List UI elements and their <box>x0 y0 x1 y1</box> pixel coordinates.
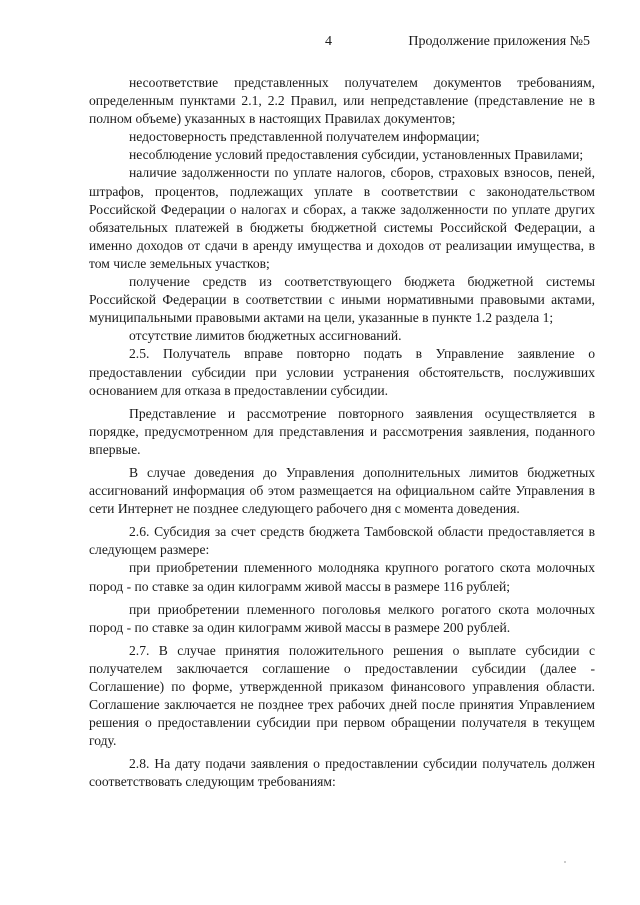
paragraph-nonconformity: несоответствие представленных получателем документов требованиям, определенным пунктами 2.1, 2.2 Правил, или непредставление (представление не в полном объеме) указанных в настоящих Правилах документов; <box>89 75 595 127</box>
paragraph-repeat-application: Представление и рассмотрение повторного заявления осуществляется в порядке, предусмотренном для представления и рассмотрения заявления, поданного впервые. <box>89 405 595 457</box>
paragraph-small-cattle-rate: при приобретении племенного поголовья мелкого рогатого скота молочных пород - по ставке за один килограмм живой массы в размере 200 рублей. <box>89 601 595 635</box>
paragraph-tax-debt: наличие задолженности по уплате налогов, сборов, страховых взносов, пеней, штрафов, процентов, подлежащих уплате в соответствии с законодательством Российской Федерации о налогах и сборах, а также задолженности по уплате других обязательных платежей в бюджеты бюджетной системы Российской Федерации, а именно доходов от сдачи в аренду имущества и доходов от реализации имущества, в том числе земельных участков; <box>89 165 595 271</box>
document-body <box>89 74 595 792</box>
paragraph-2-5: 2.5. Получатель вправе повторно подать в Управление заявление о предоставлении субсидии при условии устранения обстоятельств, послуживших основанием для отказа в предоставлении субсидии. <box>89 346 595 398</box>
page-number: 4 <box>325 34 332 49</box>
paragraph-unreliable-info: недостоверность представленной получателем информации; <box>129 129 480 145</box>
scan-artifact <box>564 861 566 863</box>
paragraph-2-8: 2.8. На дату подачи заявления о предоставлении субсидии получатель должен соответствовать следующим требованиям: <box>89 756 595 790</box>
paragraph-cattle-rate: при приобретении племенного молодняка крупного рогатого скота молочных пород - по ставке за один килограмм живой массы в размере 116 рублей; <box>89 560 595 594</box>
paragraph-additional-limits: В случае доведения до Управления дополнительных лимитов бюджетных ассигнований информация об этом размещается на официальном сайте Управления в сети Интернет не позднее следующего рабочего дня с момента доведения. <box>89 464 595 517</box>
paragraph-2-6: 2.6. Субсидия за счет средств бюджета Тамбовской области предоставляется в следующем размере: <box>89 524 595 558</box>
paragraph-2-7: 2.7. В случае принятия положительного решения о выплате субсидии с получателем заключается соглашение о предоставлении субсидии (далее - Соглашение) по форме, утвержденной приказом финансового управления области. Соглашение заключается не позднее трех рабочих дней после принятия Управлением решения о предоставлении субсидии при первом обращении получателя в текущем году. <box>89 642 595 749</box>
paragraph-noncompliance: несоблюдение условий предоставления субсидии, установленных Правилами; <box>129 147 584 163</box>
paragraph-other-funds: получение средств из соответствующего бюджета бюджетной системы Российской Федерации в соответствии с иными нормативными правовыми актами, муниципальными правовыми актами на цели, указанные в пункте 1.2 раздела 1; <box>89 274 595 326</box>
paragraph-no-limits: отсутствие лимитов бюджетных ассигнований. <box>129 328 402 344</box>
appendix-continuation-label: Продолжение приложения №5 <box>408 34 590 49</box>
